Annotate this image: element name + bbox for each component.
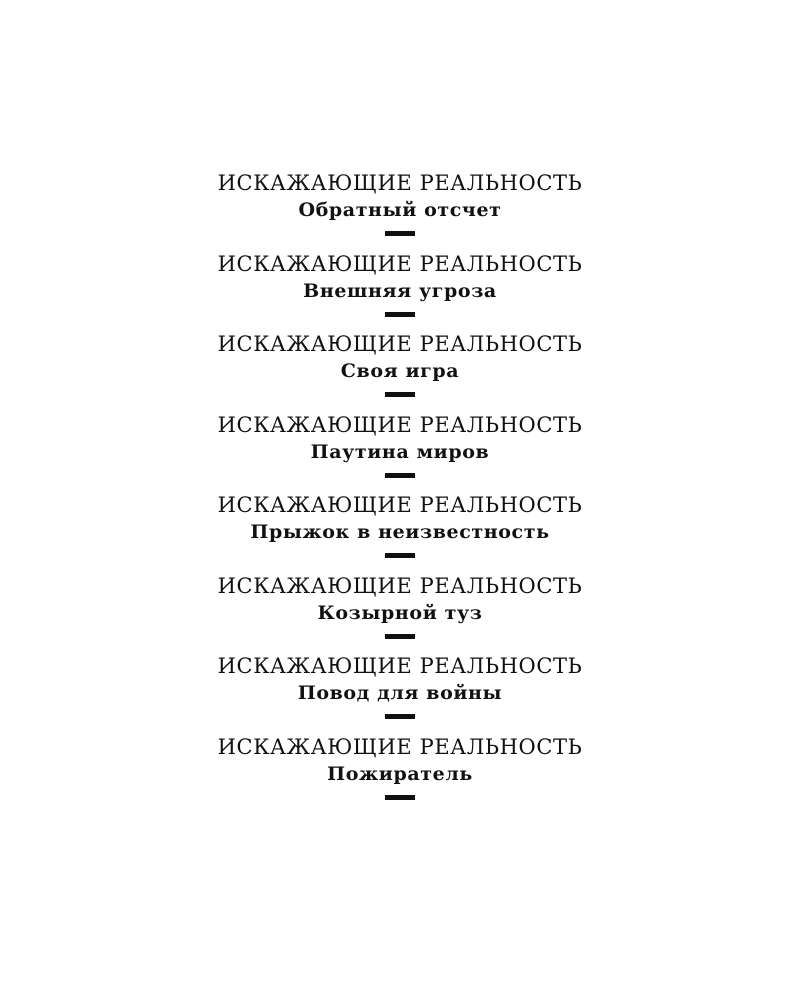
series-name: ИСКАЖАЮЩИЕ РЕАЛЬНОСТЬ xyxy=(217,734,583,759)
series-name: ИСКАЖАЮЩИЕ РЕАЛЬНОСТЬ xyxy=(217,654,583,678)
book-entry xyxy=(218,573,583,654)
book-title: Прыжок в неизвестность xyxy=(250,521,550,543)
divider xyxy=(385,231,415,236)
series-name: ИСКАЖАЮЩИЕ РЕАЛЬНОСТЬ xyxy=(217,171,583,195)
divider xyxy=(385,473,415,478)
book-entry xyxy=(218,653,583,734)
divider xyxy=(385,312,415,317)
divider xyxy=(385,392,415,397)
book-entry xyxy=(218,251,583,332)
divider xyxy=(385,634,415,639)
series-name: ИСКАЖАЮЩИЕ РЕАЛЬНОСТЬ xyxy=(217,251,583,276)
book-entry xyxy=(218,331,583,412)
book-series-list xyxy=(0,170,800,814)
book-title: Козырной туз xyxy=(317,601,483,624)
book-entry xyxy=(218,734,583,815)
series-name: ИСКАЖАЮЩИЕ РЕАЛЬНОСТЬ xyxy=(217,493,583,517)
divider xyxy=(385,553,415,558)
book-title: Повод для войны xyxy=(297,682,503,704)
book-title: Внешняя угроза xyxy=(303,279,497,302)
book-entry xyxy=(218,492,583,573)
series-name: ИСКАЖАЮЩИЕ РЕАЛЬНОСТЬ xyxy=(217,573,583,598)
book-title: Своя игра xyxy=(340,360,460,382)
book-title: Паутина миров xyxy=(310,440,490,463)
series-name: ИСКАЖАЮЩИЕ РЕАЛЬНОСТЬ xyxy=(217,332,583,356)
series-name: ИСКАЖАЮЩИЕ РЕАЛЬНОСТЬ xyxy=(217,412,583,437)
book-entry xyxy=(218,170,583,251)
book-title: Обратный отсчет xyxy=(298,199,502,221)
book-entry xyxy=(218,412,583,493)
divider xyxy=(385,795,415,800)
divider xyxy=(385,714,415,719)
book-title: Пожиратель xyxy=(327,762,473,785)
